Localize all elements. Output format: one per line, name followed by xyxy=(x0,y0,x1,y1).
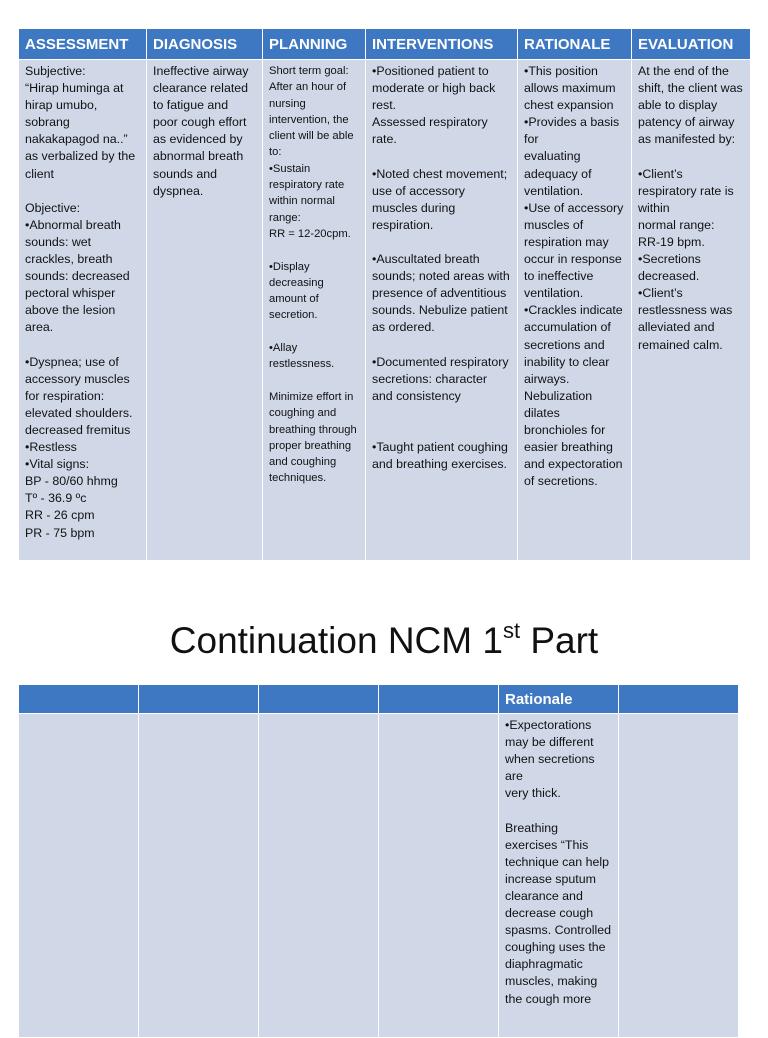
interventions-cell: •Positioned patient to moderate or high back rest. Assessed respiratory rate. •Noted chest movement; use of accessory muscles during respiration. •Auscultated breath sounds; noted areas with presence of adventitious sounds. Nebulize patient as ordered. •Documented respiratory secretions: character and consistency •Taught patient coughing and breathing exercises. xyxy=(366,60,518,561)
continuation-cell-6 xyxy=(619,714,739,1038)
header-assessment: ASSESSMENT xyxy=(19,29,147,60)
assessment-cell: Subjective: “Hirap huminga at hirap umubo, sobrang nakakapagod na..” as verbalized by the client Objective: •Abnormal breath sounds: wet crackles, breath sounds: decreased pectoral whisper above the lesion area. •Dyspnea; use of accessory muscles for respiration: elevated shoulders. decreased fremitus •Restless •Vital signs: BP - 80/60 hhmg Tº - 36.9 ºc RR - 26 cpm PR - 75 bpm xyxy=(19,60,147,561)
continuation-header-rationale: Rationale xyxy=(499,685,619,714)
diagnosis-cell: Ineffective airway clearance related to fatigue and poor cough effort as evidenced by abnormal breath sounds and dyspnea. xyxy=(147,60,263,561)
continuation-header-3 xyxy=(259,685,379,714)
planning-cell: Short term goal: After an hour of nursing intervention, the client will be able to: •Sustain respiratory rate within normal range: RR = 12-20cpm. •Display decreasing amount of secretion. •Allay restlessness. Minimize effort in coughing and breathing through proper breathing and coughing techniques. xyxy=(263,60,366,561)
evaluation-cell: At the end of the shift, the client was able to display patency of airway as manifested by: •Client’s respiratory rate is within normal range: RR-19 bpm. •Secretions decreased. •Client’s restlessness was alleviated and remained calm. xyxy=(632,60,751,561)
continuation-header-6 xyxy=(619,685,739,714)
section-title-suffix: Part xyxy=(520,620,599,661)
continuation-cell-3 xyxy=(259,714,379,1038)
header-evaluation: EVALUATION xyxy=(632,29,751,60)
table-row xyxy=(19,60,751,561)
continuation-header-2 xyxy=(139,685,259,714)
header-interventions: INTERVENTIONS xyxy=(366,29,518,60)
section-title-text: Continuation NCM 1 xyxy=(169,620,503,661)
care-plan-table xyxy=(18,28,751,561)
rationale-cell: •This position allows maximum chest expansion •Provides a basis for evaluating adequacy of ventilation. •Use of accessory muscles of respiration may occur in response to ineffective ventilation. •Crackles indicate accumulation of secretions and inability to clear airways. Nebulization dilates bronchioles for easier breathing and expectoration of secretions. xyxy=(518,60,632,561)
section-title-superscript: st xyxy=(502,618,521,643)
continuation-header-4 xyxy=(379,685,499,714)
header-rationale: RATIONALE xyxy=(518,29,632,60)
continuation-table xyxy=(18,684,739,1038)
section-title xyxy=(0,620,768,662)
continuation-rationale-cell: •Expectorations may be different when secretions are very thick. Breathing exercises “This technique can help increase sputum clearance and decrease cough spasms. Controlled coughing uses the diaphragmatic muscles, making the cough more xyxy=(499,714,619,1038)
continuation-header-1 xyxy=(19,685,139,714)
header-planning: PLANNING xyxy=(263,29,366,60)
header-row xyxy=(19,29,751,60)
header-diagnosis: DIAGNOSIS xyxy=(147,29,263,60)
continuation-cell-4 xyxy=(379,714,499,1038)
continuation-cell-2 xyxy=(139,714,259,1038)
table-row xyxy=(19,714,739,1038)
header-row xyxy=(19,685,739,714)
continuation-cell-1 xyxy=(19,714,139,1038)
